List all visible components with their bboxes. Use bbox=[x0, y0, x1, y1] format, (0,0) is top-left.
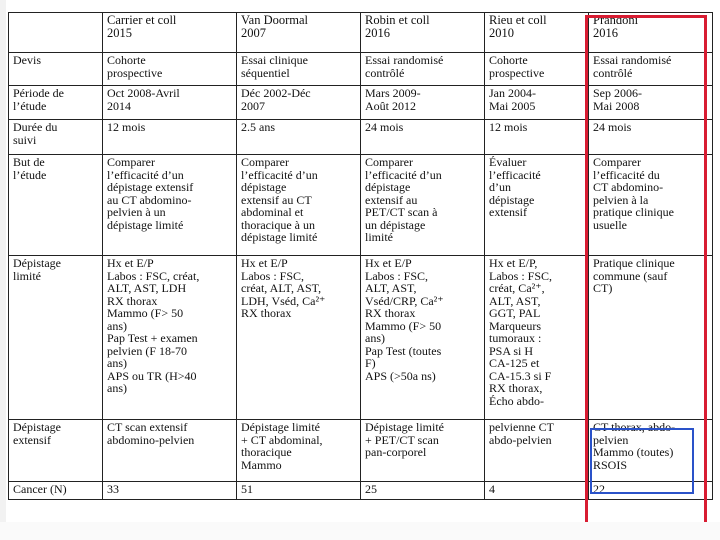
table-cell: Déc 2002-Déc 2007 bbox=[237, 86, 361, 120]
table-cell: Évaluer l’efficacité d’un dépistage extensif bbox=[485, 155, 589, 256]
table-row bbox=[9, 420, 713, 482]
table-cell: Comparer l’efficacité d’un dépistage extensif au PET/CT scan à un dépistage limité bbox=[361, 155, 485, 256]
table-cell: Dépistage limité + PET/CT scan pan-corporel bbox=[361, 420, 485, 482]
row-label: Dépistage extensif bbox=[9, 420, 103, 482]
table-cell: CT thorax, abdo- pelvien Mammo (toutes) RSOIS bbox=[589, 420, 713, 482]
table-cell: Hx et E/P Labos : FSC, créat, ALT, AST, LDH RX thorax Mammo (F> 50 ans) Pap Test + examen pelvien (F 18-70 ans) APS ou TR (H>40 ans) bbox=[103, 256, 237, 420]
row-label: Devis bbox=[9, 53, 103, 86]
scan-gutter bbox=[0, 0, 6, 540]
table-cell: Hx et E/P, Labos : FSC, créat, Ca²⁺, ALT, AST, GGT, PAL Marqueurs tumoraux : PSA si H CA-125 et CA-15.3 si F RX thorax, Écho abdo- bbox=[485, 256, 589, 420]
table-cell: Essai randomisé contrôlé bbox=[361, 53, 485, 86]
table-cell: 12 mois bbox=[485, 120, 589, 155]
row-label: Durée du suivi bbox=[9, 120, 103, 155]
table-cell: Cohorte prospective bbox=[103, 53, 237, 86]
table-cell: CT scan extensif abdomino-pelvien bbox=[103, 420, 237, 482]
header-cell-study: Rieu et coll 2010 bbox=[485, 13, 589, 53]
header-cell-study: Prandoni 2016 bbox=[589, 13, 713, 53]
table-cell: Essai randomisé contrôlé bbox=[589, 53, 713, 86]
table-cell: Comparer l’efficacité d’un dépistage extensif au CT abdomino- pelvien à un dépistage limité bbox=[103, 155, 237, 256]
header-cell-study: Van Doormal 2007 bbox=[237, 13, 361, 53]
table-cell: Hx et E/P Labos : FSC, ALT, AST, Vséd/CRP, Ca²⁺ RX thorax Mammo (F> 50 ans) Pap Test (toutes F) APS (>50a ns) bbox=[361, 256, 485, 420]
table-cell: Pratique clinique commune (sauf CT) bbox=[589, 256, 713, 420]
table-cell: Sep 2006- Mai 2008 bbox=[589, 86, 713, 120]
table-cell: 33 bbox=[103, 482, 237, 500]
table-cell: Jan 2004- Mai 2005 bbox=[485, 86, 589, 120]
table-cell: 25 bbox=[361, 482, 485, 500]
row-label: But de l’étude bbox=[9, 155, 103, 256]
table-cell: 24 mois bbox=[589, 120, 713, 155]
table-row bbox=[9, 86, 713, 120]
header-cell-study: Carrier et coll 2015 bbox=[103, 13, 237, 53]
table-cell: Essai clinique séquentiel bbox=[237, 53, 361, 86]
table-row bbox=[9, 256, 713, 420]
table-cell: Hx et E/P Labos : FSC, créat, ALT, AST, LDH, Vséd, Ca²⁺ RX thorax bbox=[237, 256, 361, 420]
table-cell: Cohorte prospective bbox=[485, 53, 589, 86]
header-cell-empty bbox=[9, 13, 103, 53]
table-cell: 4 bbox=[485, 482, 589, 500]
table-cell: 2.5 ans bbox=[237, 120, 361, 155]
table-cell: 51 bbox=[237, 482, 361, 500]
table-cell: 22 bbox=[589, 482, 713, 500]
table-cell: Dépistage limité + CT abdominal, thoracique Mammo bbox=[237, 420, 361, 482]
header-row bbox=[9, 13, 713, 53]
table-row bbox=[9, 53, 713, 86]
comparison-table bbox=[8, 12, 713, 500]
table-cell: 12 mois bbox=[103, 120, 237, 155]
table-cell: 24 mois bbox=[361, 120, 485, 155]
row-label: Période de l’étude bbox=[9, 86, 103, 120]
row-label: Cancer (N) bbox=[9, 482, 103, 500]
header-cell-study: Robin et coll 2016 bbox=[361, 13, 485, 53]
table-row bbox=[9, 482, 713, 500]
table-cell: pelvienne CT abdo-pelvien bbox=[485, 420, 589, 482]
table-cell: Oct 2008-Avril 2014 bbox=[103, 86, 237, 120]
table-cell: Comparer l’efficacité du CT abdomino- pelvien à la pratique clinique usuelle bbox=[589, 155, 713, 256]
row-label: Dépistage limité bbox=[9, 256, 103, 420]
slide-bottom-strip bbox=[0, 522, 720, 540]
table-row bbox=[9, 120, 713, 155]
table-cell: Mars 2009- Août 2012 bbox=[361, 86, 485, 120]
table-row bbox=[9, 155, 713, 256]
table-cell: Comparer l’efficacité d’un dépistage extensif au CT abdominal et thoracique à un dépistage limité bbox=[237, 155, 361, 256]
